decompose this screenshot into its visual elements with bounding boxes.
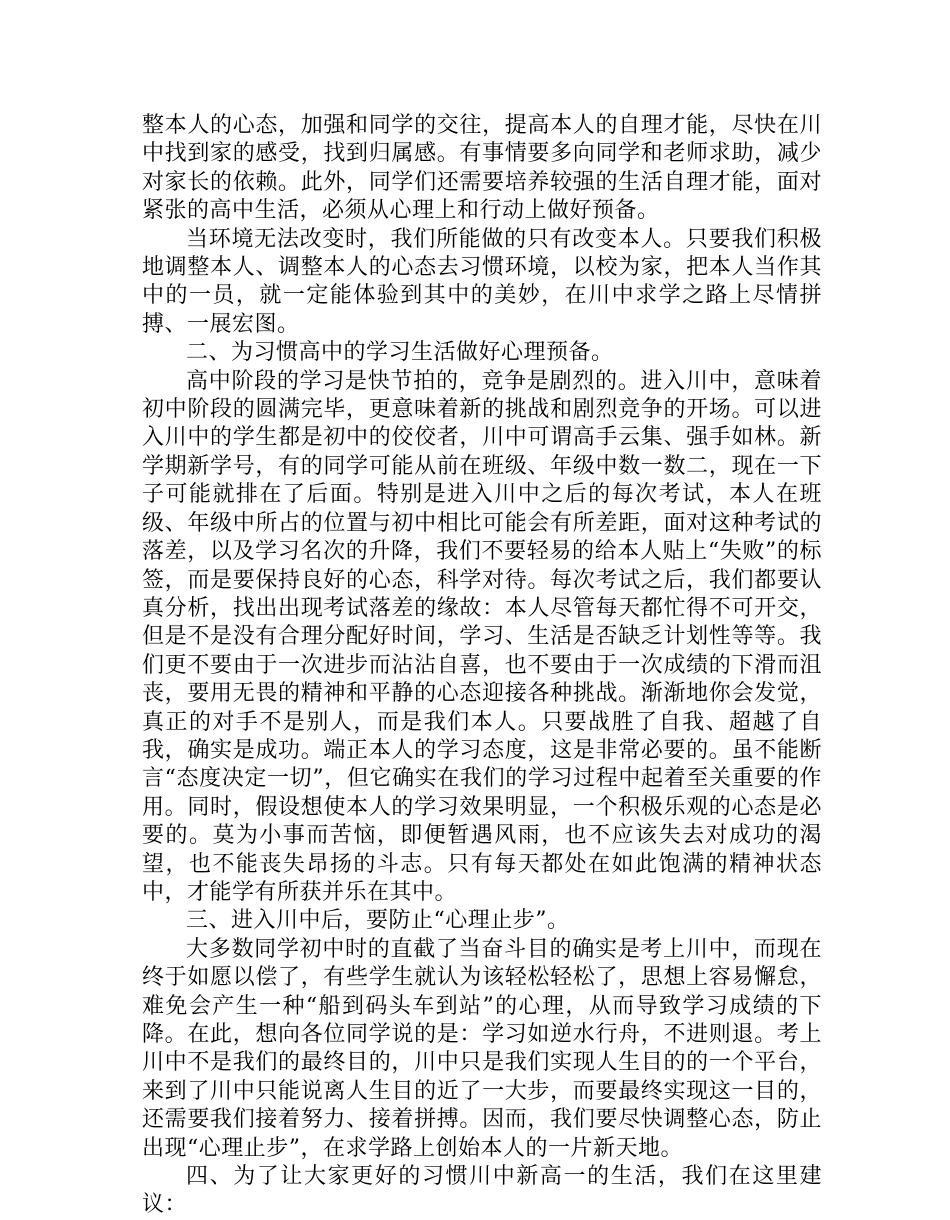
paragraph-continuation: 整本人的心态，加强和同学的交往，提高本人的自理才能，尽快在川中找到家的感受，找到归属感。有事情要多向同学和老师求助，减少对家长的依赖。此外，同学们还需要培养较强的生活自理才能，面对紧张的高中生活，必须从心理上和行动上做好预备。 (142, 113, 822, 224)
document-page (142, 112, 822, 1220)
section-heading-two: 二、为习惯高中的学习生活做好心理预备。 (186, 340, 614, 366)
section-heading-three: 三、进入川中后，要防止“心理止步”。 (186, 908, 570, 934)
paragraph-adapt-environment: 当环境无法改变时，我们所能做的只有改变本人。只要我们积极地调整本人、调整本人的心态去习惯环境，以校为家，把本人当作其中的一员，就一定能体验到其中的美妙，在川中求学之路上尽情拼搏、一展宏图。 (142, 226, 822, 337)
paragraph-psychological-stop: 大多数同学初中时的直截了当奋斗目的确实是考上川中，而现在终于如愿以偿了，有些学生就认为该轻松轻松了，思想上容易懈怠，难免会产生一种“船到码头车到站”的心理，从而导致学习成绩的下降。在此，想向各位同学说的是：学习如逆水行舟，不进则退。考上川中不是我们的最终目的，川中只是我们实现人生目的的一个平台，来到了川中只能说离人生目的近了一大步，而要最终实现这一目的，还需要我们接着努力、接着拼搏。因而，我们要尽快调整心态，防止出现“心理止步”，在求学路上创始本人的一片新天地。 (142, 936, 822, 1161)
paragraph-study-life: 高中阶段的学习是快节拍的，竞争是剧烈的。进入川中，意味着初中阶段的圆满完毕，更意味着新的挑战和剧烈竞争的开场。可以进入川中的学生都是初中的佼佼者，川中可谓高手云集、强手如林。新学期新学号，有的同学可能从前在班级、年级中数一数二，现在一下子可能就排在了后面。特别是进入川中之后的每次考试，本人在班级、年级中所占的位置与初中相比可能会有所差距，面对这种考试的落差，以及学习名次的升降，我们不要轻易的给本人贴上“失败”的标签，而是要保持良好的心态，科学对待。每次考试之后，我们都要认真分析，找出出现考试落差的缘故：本人尽管每天都忙得不可开交，但是不是没有合理分配好时间，学习、生活是否缺乏计划性等等。我们更不要由于一次进步而沾沾自喜，也不要由于一次成绩的下滑而沮丧，要用无畏的精神和平静的心态迎接各种挑战。渐渐地你会发觉，真正的对手不是别人，而是我们本人。只要战胜了自我、超越了自我，确实是成功。端正本人的学习态度，这是非常必要的。虽不能断言“态度决定一切”，但它确实在我们的学习过程中起着至关重要的作用。同时，假设想使本人的学习效果明显，一个积极乐观的心态是必要的。莫为小事而苦恼，即便暂遇风雨，也不应该失去对成功的渴望，也不能丧失昂扬的斗志。只有每天都处在如此饱满的精神状态中，才能学有所获并乐在其中。 (142, 368, 822, 905)
section-heading-four: 四、为了让大家更好的习惯川中新高一的生活，我们在这里建议： (142, 1164, 822, 1218)
